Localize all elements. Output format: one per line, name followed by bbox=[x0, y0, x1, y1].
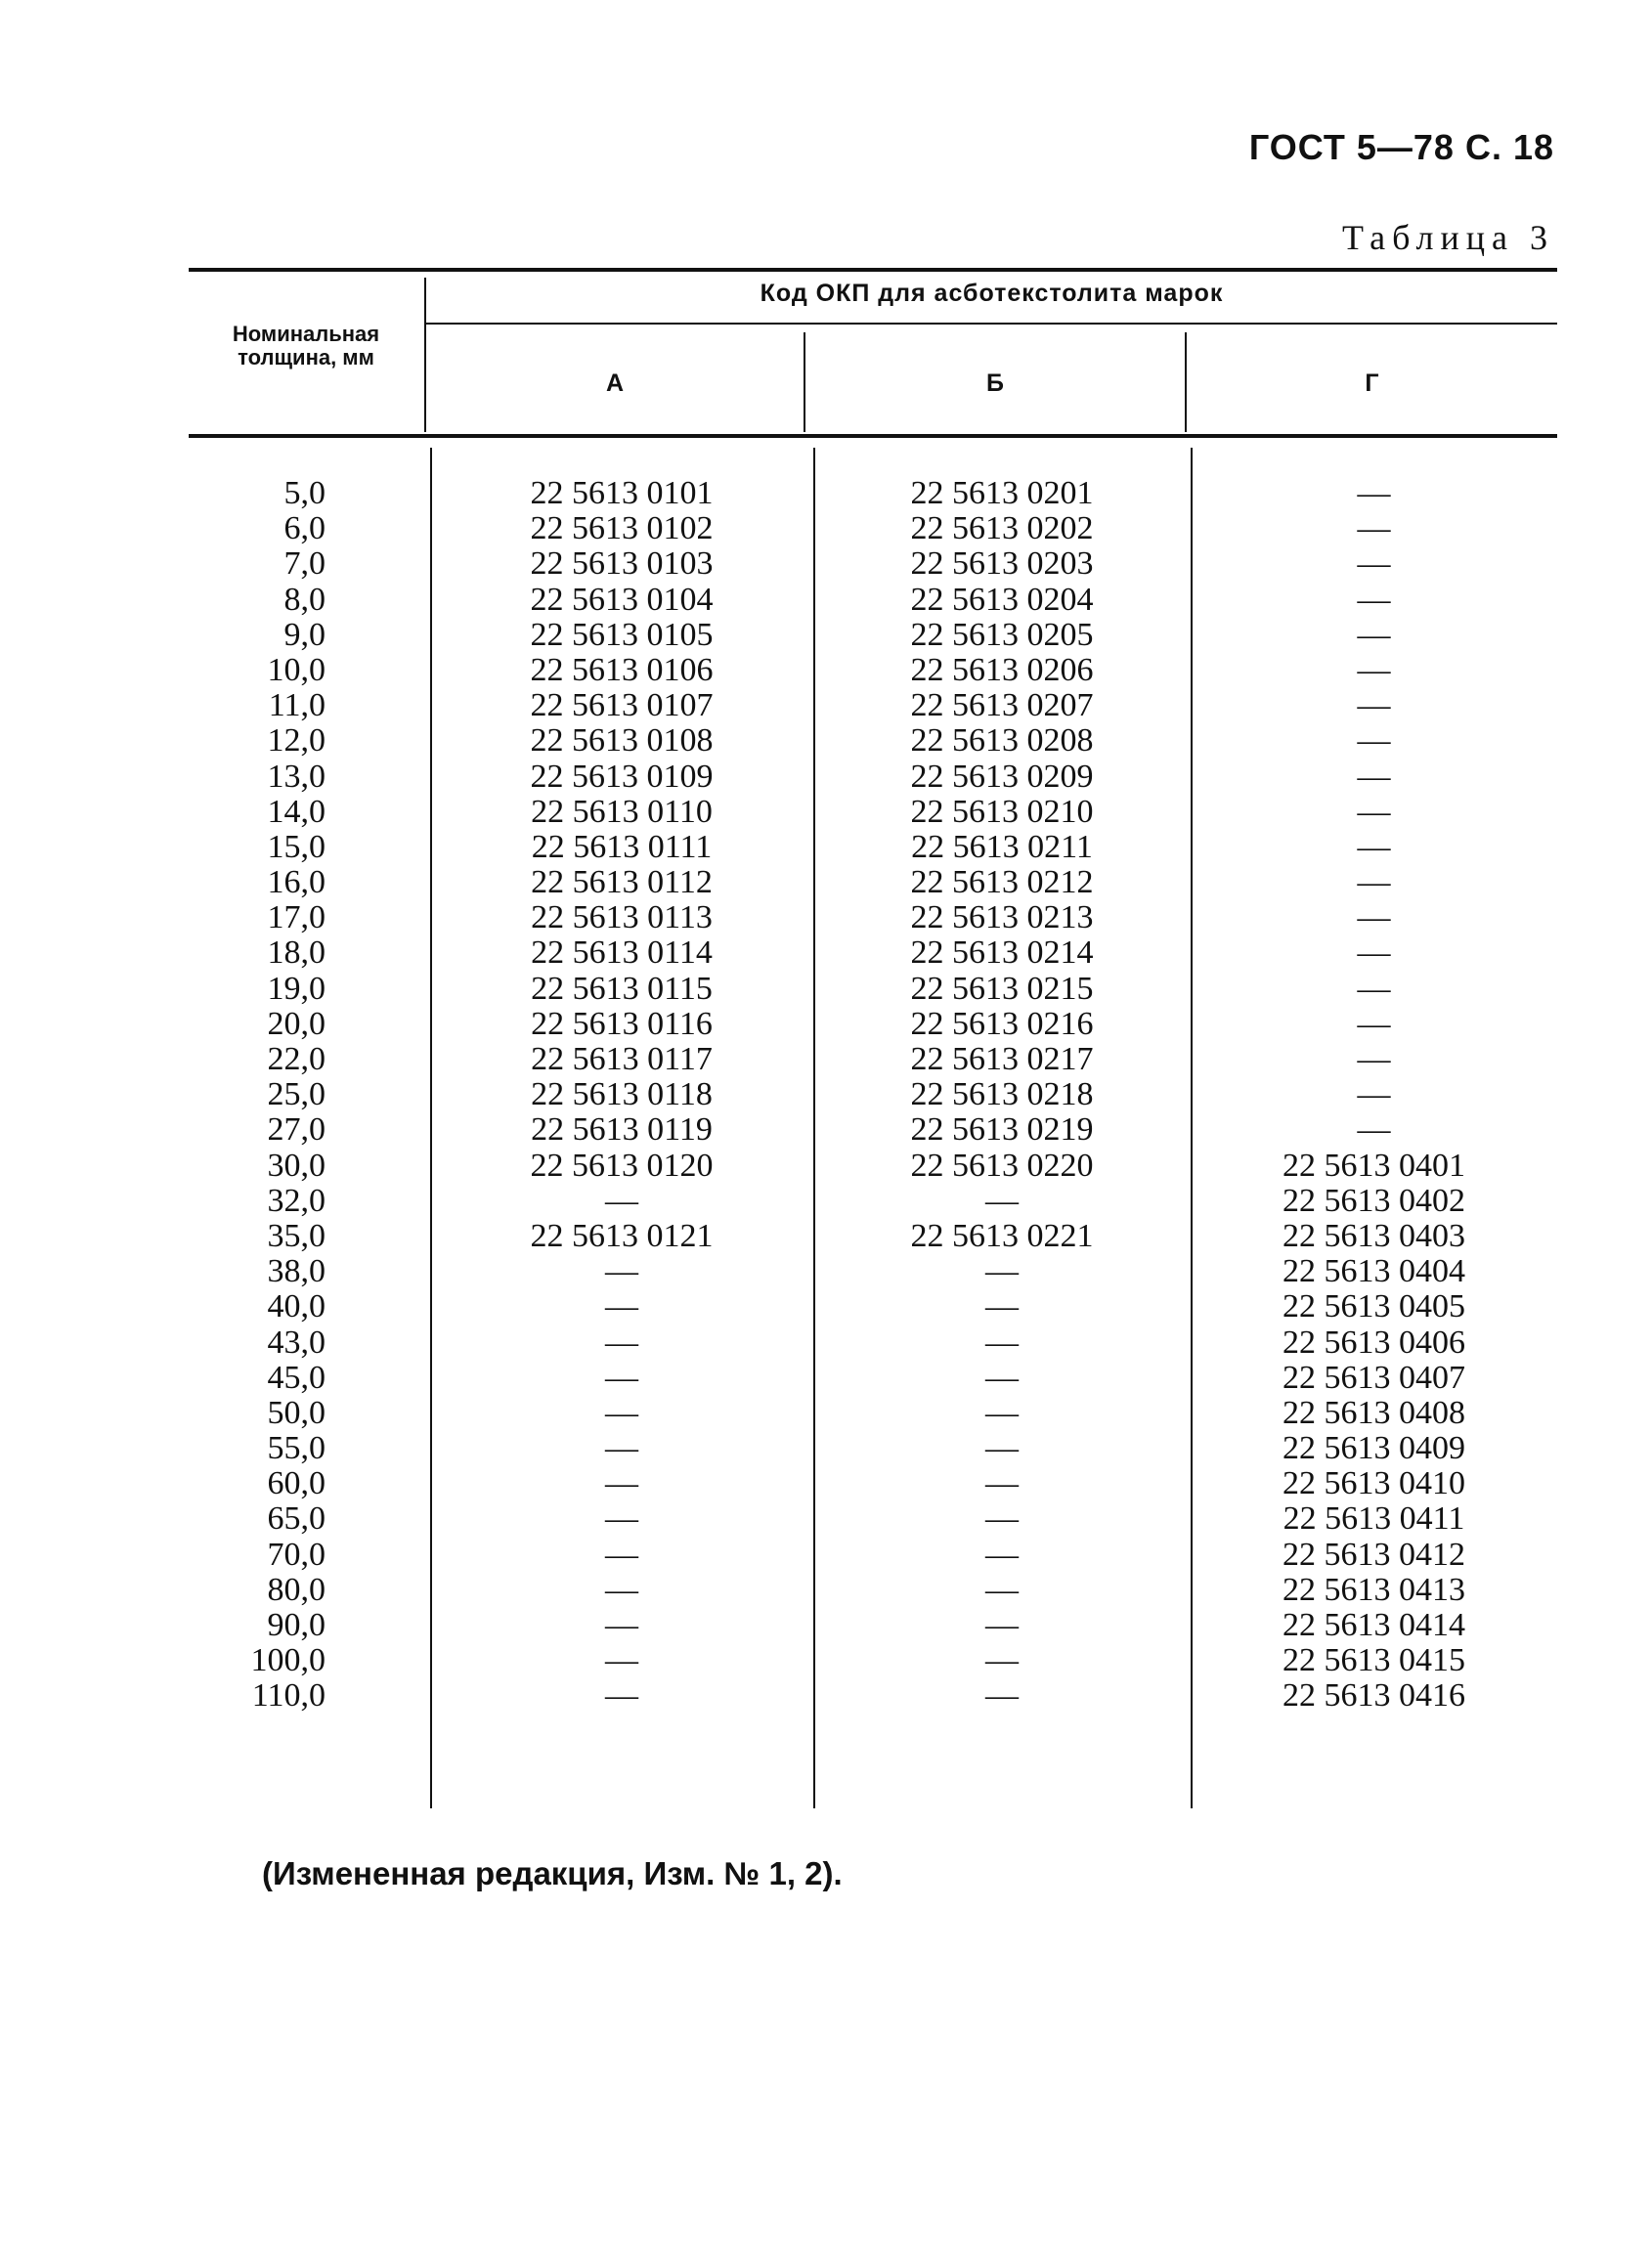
code-a-cell: 22 5613 0118 bbox=[531, 1076, 713, 1113]
code-a-cell: 22 5613 0109 bbox=[530, 758, 714, 795]
code-a-cell: 22 5613 0121 bbox=[530, 1217, 714, 1254]
table-row bbox=[0, 1254, 1652, 1289]
table-row bbox=[0, 583, 1652, 618]
mark-b-header: Б bbox=[986, 369, 1004, 397]
table-row bbox=[0, 830, 1652, 865]
thickness-cell: 43,0 bbox=[267, 1324, 326, 1361]
code-g-cell: 22 5613 0409 bbox=[1282, 1430, 1465, 1467]
code-b-cell: 22 5613 0220 bbox=[910, 1147, 1094, 1184]
code-b-cell: 22 5613 0213 bbox=[910, 899, 1094, 936]
code-b-cell: 22 5613 0216 bbox=[910, 1005, 1094, 1042]
code-g-cell: 22 5613 0415 bbox=[1282, 1642, 1465, 1679]
code-group-header: Код ОКП для асботекстолита марок bbox=[760, 280, 1224, 307]
code-g-cell: — bbox=[1357, 970, 1391, 1007]
table-row bbox=[0, 972, 1652, 1007]
thickness-cell: 7,0 bbox=[283, 545, 326, 583]
table-top-rule bbox=[189, 268, 1557, 272]
table-row bbox=[0, 723, 1652, 759]
revision-note: (Измененная редакция, Изм. № 1, 2). bbox=[262, 1855, 843, 1891]
code-a-cell: 22 5613 0111 bbox=[531, 828, 713, 865]
code-b-cell: 22 5613 0208 bbox=[910, 722, 1094, 760]
thickness-cell: 27,0 bbox=[267, 1111, 326, 1149]
code-a-cell: 22 5613 0105 bbox=[530, 616, 714, 653]
table-row bbox=[0, 1573, 1652, 1608]
table-body bbox=[0, 476, 1652, 1715]
code-b-cell: — bbox=[985, 1642, 1019, 1679]
table-row bbox=[0, 795, 1652, 830]
thickness-cell: 20,0 bbox=[267, 1005, 326, 1042]
table-row bbox=[0, 900, 1652, 935]
thickness-cell: 22,0 bbox=[267, 1041, 326, 1077]
code-g-cell: 22 5613 0410 bbox=[1282, 1465, 1465, 1502]
thickness-cell: 12,0 bbox=[267, 722, 326, 760]
table-row bbox=[0, 476, 1652, 511]
code-g-cell: 22 5613 0405 bbox=[1282, 1288, 1465, 1325]
thickness-cell: 9,0 bbox=[283, 616, 326, 653]
code-g-cell: 22 5613 0413 bbox=[1282, 1571, 1465, 1608]
table-row bbox=[0, 1608, 1652, 1643]
code-g-cell: — bbox=[1357, 899, 1391, 936]
code-a-cell: 22 5613 0101 bbox=[530, 475, 714, 511]
code-b-cell: 22 5613 0209 bbox=[910, 758, 1094, 795]
header-bottom-rule bbox=[189, 434, 1557, 438]
code-g-cell: 22 5613 0416 bbox=[1282, 1677, 1465, 1715]
thickness-cell: 6,0 bbox=[283, 510, 326, 547]
code-a-cell: — bbox=[605, 1677, 638, 1715]
code-g-cell: 22 5613 0404 bbox=[1282, 1253, 1465, 1290]
code-g-cell: — bbox=[1357, 651, 1391, 688]
thickness-cell: 90,0 bbox=[267, 1607, 326, 1643]
header-divider-rule bbox=[426, 323, 1557, 325]
code-b-cell: 22 5613 0211 bbox=[911, 828, 1093, 865]
code-b-cell: — bbox=[985, 1430, 1019, 1467]
table-row bbox=[0, 935, 1652, 971]
code-b-cell: 22 5613 0217 bbox=[910, 1041, 1094, 1077]
table-row bbox=[0, 865, 1652, 900]
code-b-cell: — bbox=[985, 1394, 1019, 1431]
table-row bbox=[0, 1007, 1652, 1042]
thickness-cell: 15,0 bbox=[267, 828, 326, 865]
code-b-cell: 22 5613 0210 bbox=[910, 793, 1094, 830]
code-b-cell: 22 5613 0212 bbox=[910, 864, 1094, 901]
thickness-cell: 25,0 bbox=[267, 1076, 326, 1113]
table-row bbox=[0, 618, 1652, 653]
code-b-cell: 22 5613 0202 bbox=[910, 510, 1094, 547]
code-b-cell: — bbox=[985, 1182, 1019, 1219]
code-a-cell: — bbox=[605, 1607, 638, 1643]
code-g-cell: — bbox=[1357, 864, 1391, 901]
table-row bbox=[0, 688, 1652, 723]
code-a-cell: — bbox=[605, 1642, 638, 1679]
code-a-cell: 22 5613 0115 bbox=[531, 970, 713, 1007]
code-g-cell: — bbox=[1357, 545, 1391, 583]
thickness-cell: 55,0 bbox=[267, 1430, 326, 1467]
thickness-column-header: Номинальная толщина, мм bbox=[232, 322, 380, 369]
thickness-cell: 45,0 bbox=[267, 1359, 326, 1396]
table-row bbox=[0, 1077, 1652, 1112]
code-g-cell: 22 5613 0412 bbox=[1282, 1536, 1465, 1573]
code-g-cell: — bbox=[1357, 934, 1391, 972]
code-a-cell: 22 5613 0107 bbox=[530, 687, 714, 724]
code-g-cell: — bbox=[1357, 1111, 1391, 1149]
code-a-cell: 22 5613 0103 bbox=[530, 545, 714, 583]
table-row bbox=[0, 546, 1652, 582]
code-g-cell: — bbox=[1357, 793, 1391, 830]
code-b-cell: 22 5613 0204 bbox=[910, 581, 1094, 618]
table-row bbox=[0, 1219, 1652, 1254]
code-b-cell: — bbox=[985, 1536, 1019, 1573]
code-b-cell: — bbox=[985, 1324, 1019, 1361]
thickness-cell: 30,0 bbox=[267, 1147, 326, 1184]
code-a-cell: 22 5613 0119 bbox=[531, 1111, 713, 1149]
thickness-cell: 18,0 bbox=[267, 934, 326, 972]
code-g-cell: — bbox=[1357, 1005, 1391, 1042]
code-a-cell: — bbox=[605, 1500, 638, 1538]
thickness-cell: 70,0 bbox=[267, 1536, 326, 1573]
table-row bbox=[0, 1184, 1652, 1219]
code-g-cell: — bbox=[1357, 581, 1391, 618]
code-b-cell: 22 5613 0218 bbox=[910, 1076, 1094, 1113]
code-g-cell: — bbox=[1357, 1076, 1391, 1113]
code-b-cell: — bbox=[985, 1465, 1019, 1502]
code-b-cell: 22 5613 0221 bbox=[910, 1217, 1094, 1254]
table-label: Таблица 3 bbox=[1342, 218, 1554, 257]
code-a-cell: — bbox=[605, 1324, 638, 1361]
code-g-cell: 22 5613 0408 bbox=[1282, 1394, 1465, 1431]
code-b-cell: — bbox=[985, 1607, 1019, 1643]
table-row bbox=[0, 1643, 1652, 1678]
code-a-cell: — bbox=[605, 1536, 638, 1573]
thickness-cell: 100,0 bbox=[250, 1642, 326, 1679]
code-b-cell: — bbox=[985, 1500, 1019, 1538]
thickness-cell: 17,0 bbox=[267, 899, 326, 936]
code-g-cell: — bbox=[1357, 687, 1391, 724]
code-g-cell: 22 5613 0402 bbox=[1282, 1182, 1465, 1219]
code-a-cell: — bbox=[605, 1430, 638, 1467]
code-g-cell: — bbox=[1357, 510, 1391, 547]
table-row bbox=[0, 1112, 1652, 1148]
code-a-cell: 22 5613 0108 bbox=[530, 722, 714, 760]
table-row bbox=[0, 760, 1652, 795]
code-g-cell: — bbox=[1357, 475, 1391, 511]
code-a-cell: — bbox=[605, 1394, 638, 1431]
thickness-cell: 14,0 bbox=[267, 793, 326, 830]
thickness-cell: 5,0 bbox=[283, 475, 326, 511]
code-b-cell: 22 5613 0206 bbox=[910, 651, 1094, 688]
thickness-cell: 16,0 bbox=[267, 864, 326, 901]
table-row bbox=[0, 1466, 1652, 1501]
thickness-cell: 19,0 bbox=[267, 970, 326, 1007]
table-row bbox=[0, 1289, 1652, 1324]
code-a-cell: — bbox=[605, 1465, 638, 1502]
code-b-cell: 22 5613 0201 bbox=[910, 475, 1094, 511]
code-a-cell: — bbox=[605, 1288, 638, 1325]
code-b-cell: 22 5613 0219 bbox=[910, 1111, 1094, 1149]
code-b-cell: — bbox=[985, 1253, 1019, 1290]
code-b-cell: 22 5613 0207 bbox=[910, 687, 1094, 724]
code-g-cell: 22 5613 0414 bbox=[1282, 1607, 1465, 1643]
code-a-cell: 22 5613 0116 bbox=[531, 1005, 713, 1042]
code-g-cell: 22 5613 0407 bbox=[1282, 1359, 1465, 1396]
thickness-cell: 11,0 bbox=[268, 687, 326, 724]
code-g-cell: — bbox=[1357, 1041, 1391, 1077]
thickness-cell: 40,0 bbox=[267, 1288, 326, 1325]
code-g-cell: — bbox=[1357, 722, 1391, 760]
code-g-cell: — bbox=[1357, 758, 1391, 795]
table-row bbox=[0, 511, 1652, 546]
code-a-cell: 22 5613 0112 bbox=[531, 864, 713, 901]
code-a-cell: — bbox=[605, 1359, 638, 1396]
thickness-cell: 35,0 bbox=[267, 1217, 326, 1254]
thickness-cell: 80,0 bbox=[267, 1571, 326, 1608]
code-a-cell: 22 5613 0102 bbox=[530, 510, 714, 547]
mark-g-header: Г bbox=[1365, 369, 1379, 397]
thickness-cell: 110,0 bbox=[251, 1677, 326, 1715]
table-row bbox=[0, 1431, 1652, 1466]
code-g-cell: 22 5613 0411 bbox=[1282, 1500, 1465, 1538]
table-row bbox=[0, 1325, 1652, 1361]
code-b-cell: — bbox=[985, 1288, 1019, 1325]
code-a-cell: 22 5613 0110 bbox=[531, 793, 713, 830]
thickness-cell: 50,0 bbox=[267, 1394, 326, 1431]
thickness-cell: 60,0 bbox=[267, 1465, 326, 1502]
table-row bbox=[0, 1396, 1652, 1431]
code-a-cell: — bbox=[605, 1253, 638, 1290]
table-row bbox=[0, 1678, 1652, 1714]
thickness-cell: 13,0 bbox=[267, 758, 326, 795]
code-a-cell: 22 5613 0120 bbox=[530, 1147, 714, 1184]
code-a-cell: 22 5613 0106 bbox=[530, 651, 714, 688]
code-a-cell: — bbox=[605, 1182, 638, 1219]
document-reference: ГОСТ 5—78 С. 18 bbox=[1248, 127, 1554, 167]
code-g-cell: 22 5613 0403 bbox=[1282, 1217, 1465, 1254]
code-b-cell: 22 5613 0205 bbox=[910, 616, 1094, 653]
table-row bbox=[0, 1501, 1652, 1537]
code-b-cell: — bbox=[985, 1571, 1019, 1608]
code-g-cell: 22 5613 0406 bbox=[1282, 1324, 1465, 1361]
code-b-cell: 22 5613 0203 bbox=[910, 545, 1094, 583]
table-row bbox=[0, 653, 1652, 688]
table-row bbox=[0, 1149, 1652, 1184]
code-g-cell: — bbox=[1357, 616, 1391, 653]
code-a-cell: 22 5613 0117 bbox=[531, 1041, 713, 1077]
thickness-cell: 32,0 bbox=[267, 1182, 326, 1219]
thickness-cell: 8,0 bbox=[283, 581, 326, 618]
code-b-cell: — bbox=[985, 1677, 1019, 1715]
code-b-cell: — bbox=[985, 1359, 1019, 1396]
code-a-cell: 22 5613 0113 bbox=[531, 899, 713, 936]
code-a-cell: 22 5613 0114 bbox=[531, 934, 713, 972]
thickness-cell: 65,0 bbox=[267, 1500, 326, 1538]
code-b-cell: 22 5613 0214 bbox=[910, 934, 1094, 972]
code-b-cell: 22 5613 0215 bbox=[910, 970, 1094, 1007]
thickness-cell: 10,0 bbox=[267, 651, 326, 688]
code-g-cell: 22 5613 0401 bbox=[1282, 1147, 1465, 1184]
table-row bbox=[0, 1361, 1652, 1396]
code-g-cell: — bbox=[1357, 828, 1391, 865]
table-row bbox=[0, 1042, 1652, 1077]
mark-a-header: А bbox=[605, 369, 625, 397]
table-row bbox=[0, 1538, 1652, 1573]
thickness-cell: 38,0 bbox=[267, 1253, 326, 1290]
code-a-cell: — bbox=[605, 1571, 638, 1608]
code-a-cell: 22 5613 0104 bbox=[530, 581, 714, 618]
